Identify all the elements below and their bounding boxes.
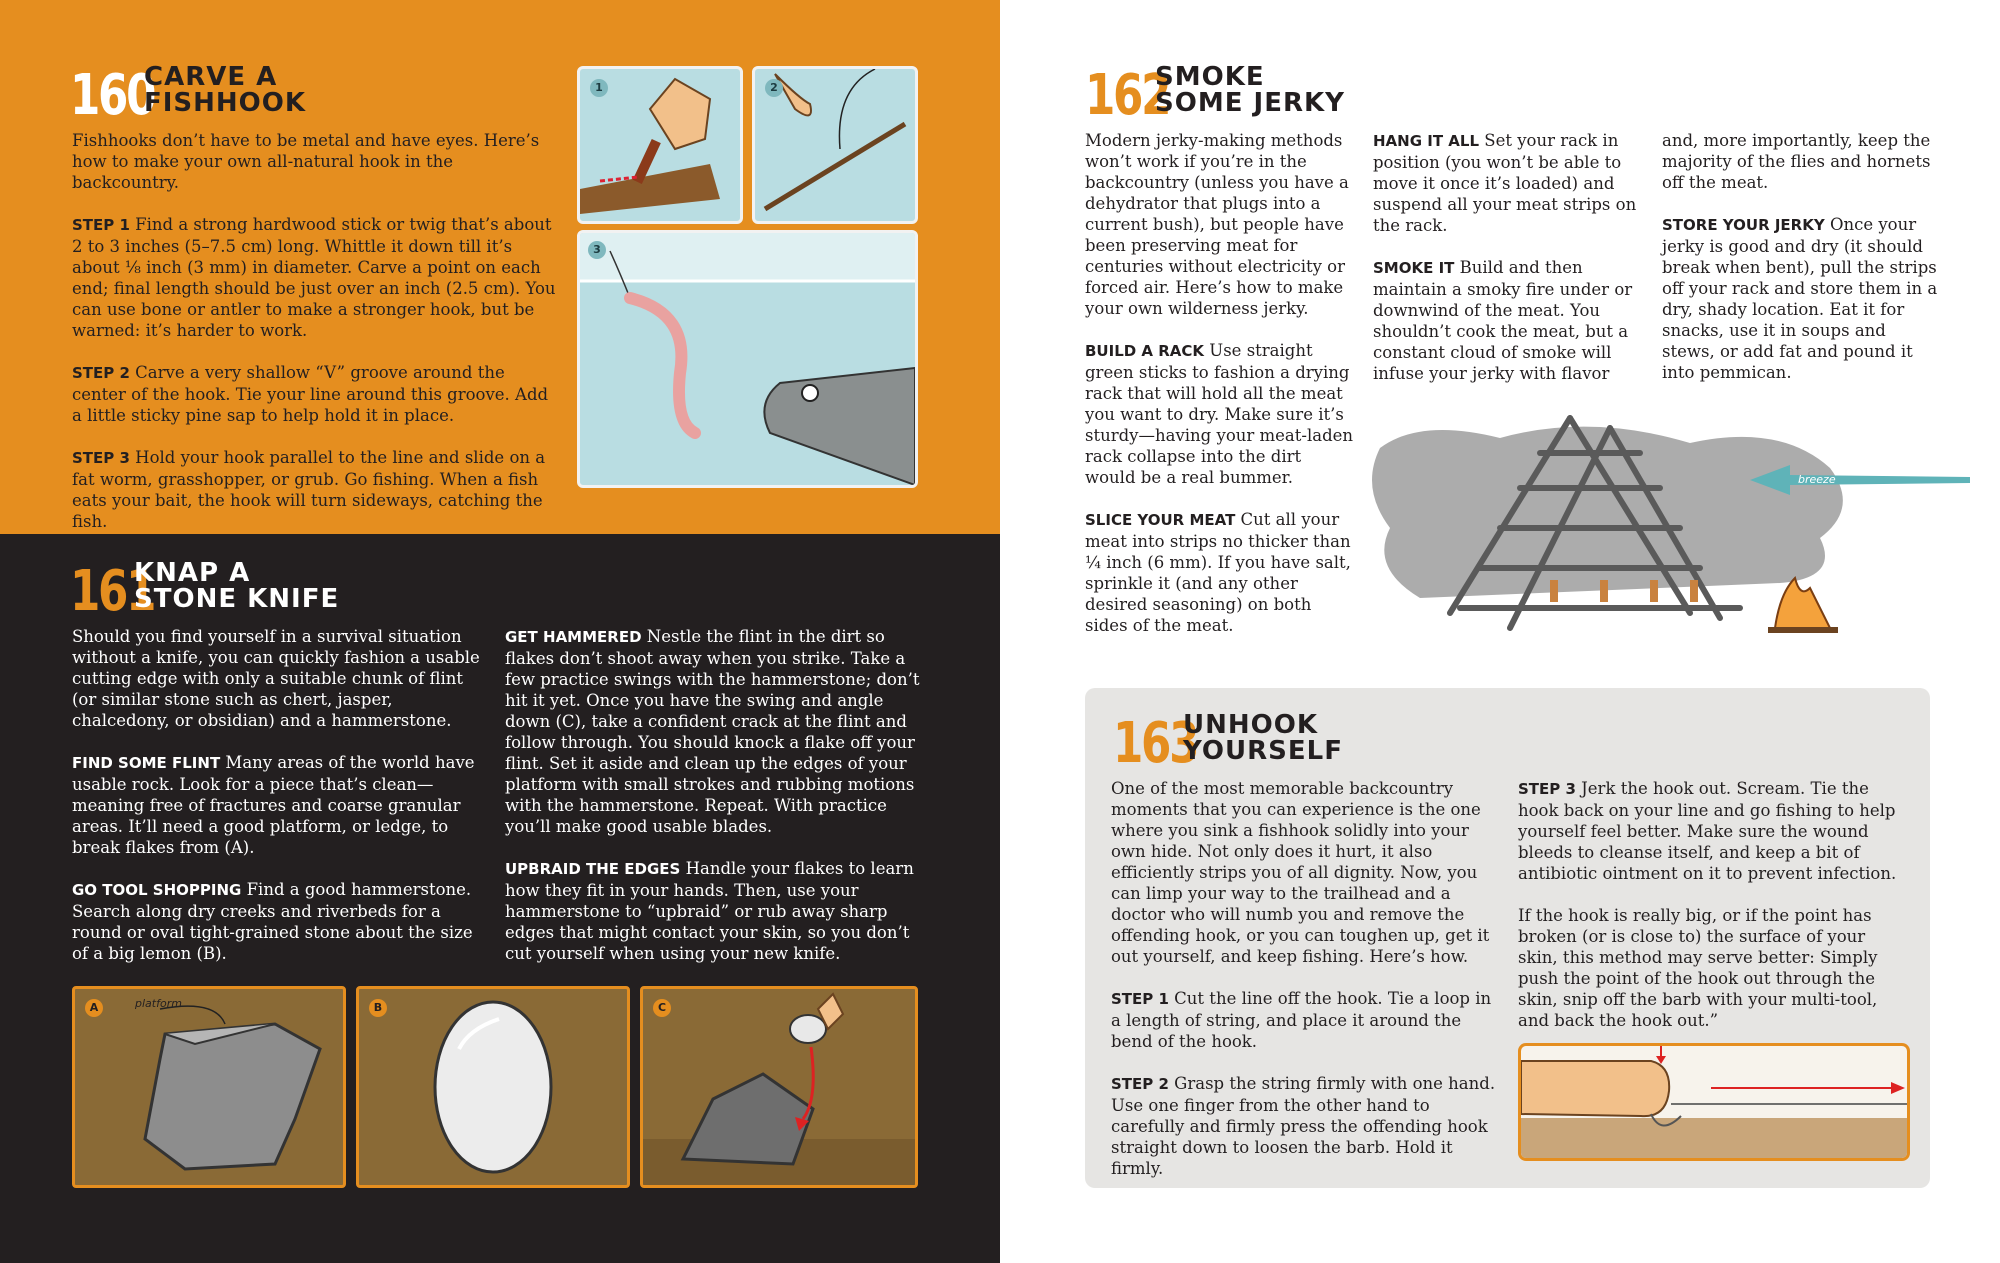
panel-badge: C [653, 999, 671, 1017]
intro-text: One of the most memorable backcountry moments that you can experience is the one where you sink a fishhook solidly into your own hide. Not only does it hurt, it also efficiently strips you of all dignity. Now, you can limp your way to the trailhead and a doctor who will numb you and remove the offending hook, or you can toughen up, get it out yourself, and keep fishing. Here’s how. [1111, 779, 1490, 966]
illustration-unhook [1518, 1043, 1910, 1161]
section-title [1183, 712, 1343, 764]
column-1 [1085, 130, 1355, 657]
column-right [505, 626, 925, 985]
illustration-fish-bait [577, 230, 918, 488]
illustration-strike [640, 986, 918, 1188]
column-left [72, 626, 492, 985]
panel-badge: 1 [590, 79, 608, 97]
extra-text: If the hook is really big, or if the point has broken (or is close to) the surface of your skin, this method may serve better: Simply push the point of the hook out through the skin, snip off the barb with your multi-tool, and back the hook out.” [1518, 906, 1878, 1030]
title-line-2: FISHHOOK [144, 88, 307, 118]
section-number: 160 [70, 63, 155, 128]
strike-flint-icon [643, 989, 915, 1185]
section-number: 163 [1113, 711, 1198, 776]
title-line-2: YOURSELF [1183, 736, 1343, 766]
step-3: STEP 3 Hold your hook parallel to the line and slide on a fat worm, grasshopper, or grub. Go fishing. When a fish eats your bait, the hook will turn sideways, catching the fish. [72, 448, 546, 531]
title-line-2: SOME JERKY [1155, 88, 1345, 118]
slice-meat: SLICE YOUR MEAT Cut all your meat into strips no thicker than ¼ inch (6 mm). If you have salt, sprinkle it (and any other desired seasoning) on both sides of the meat. [1085, 510, 1351, 635]
upbraid-edges: UPBRAID THE EDGES Handle your flakes to learn how they fit in your hands. Then, use your hammerstone to “upbraid” or rub away sharp edges that might contact your skin, so you don’t cut yourself when using your new knife. [505, 859, 914, 963]
section-163 [1085, 688, 1930, 1188]
panel-badge: B [369, 999, 387, 1017]
step-1: STEP 1 Cut the line off the hook. Tie a loop in a length of string, and place it around the bend of the hook. [1111, 989, 1492, 1051]
title-line-1: SMOKE [1155, 62, 1265, 92]
intro-text: Modern jerky-making methods won’t work if you’re in the backcountry (unless you have a dehydrator that plugs into a current bush), but people have been preserving meat for centuries without electricity or forced air. Here’s how to make your own wilderness jerky. [1085, 131, 1349, 318]
title-line-1: CARVE A [144, 62, 278, 92]
illustration-tying [752, 66, 918, 224]
column-right [1518, 778, 1908, 1052]
panel-badge: 3 [588, 241, 606, 259]
illustration-flint [72, 986, 346, 1188]
section-title [144, 64, 306, 116]
find-flint: FIND SOME FLINT Many areas of the world have usable rock. Look for a piece that’s clean—meaning free of fractures and coarse granular areas. It’ll need a good platform, or ledge, to break flakes from (A). [72, 753, 475, 857]
section-160 [0, 0, 1000, 534]
intro-text: Should you find yourself in a survival situation without a knife, you can quickly fashion a usable cutting edge with only a suitable chunk of flint (or similar stone such as chert, jasper, chalcedony, or obsidian) and a hammerstone. [72, 627, 480, 730]
section-number: 162 [1085, 63, 1170, 128]
step-1: STEP 1 Find a strong hardwood stick or twig that’s about 2 to 3 inches (5–7.5 cm) long. Whittle it down till it’s about ⅛ inch (3 mm) in diameter. Carve a point on each end; final length should be just over an inch (2.5 cm). You can use bone or antler to make a stronger hook, but be warned: it’s harder to work. [72, 215, 556, 340]
section-title [134, 560, 339, 612]
jerky-rack-illustration [1360, 408, 2000, 638]
build-rack: BUILD A RACK Use straight green sticks to fashion a drying rack that will hold all the meat you want to dry. Make sure it’s sturdy—having your meat-laden rack collapse into the dirt would be a real bummer. [1085, 341, 1354, 487]
col3-continuation: and, more importantly, keep the majority of the flies and hornets off the meat. [1662, 131, 1931, 192]
illustration-carving [577, 66, 743, 224]
get-hammered: GET HAMMERED Nestle the flint in the dirt so flakes don’t shoot away when you strike. Take a few practice swings with the hammerstone; don’t hit it yet. Once you have the swing and angle down (C), take a confident crack at the flint and follow through. You should knock a flake off your flint. Set it aside and clean up the edges of your platform with small strokes and rubbing motions with the hammerstone. Repeat. With practice you’ll make good usable blades. [505, 627, 920, 836]
hang-it-all: HANG IT ALL Set your rack in position (you won’t be able to move it once it’s loaded) and suspend all your meat strips on the rack. [1373, 131, 1637, 235]
flint-stone-icon [75, 989, 343, 1185]
section-162 [1000, 0, 2000, 680]
column-3 [1662, 130, 1942, 404]
section-number: 161 [70, 559, 155, 624]
section-title [1155, 64, 1345, 116]
tool-shopping: GO TOOL SHOPPING Find a good hammerstone. Search along dry creeks and riverbeds for a round or oval tight-grained stone about the size of a big lemon (B). [72, 880, 473, 963]
intro-text: Fishhooks don’t have to be metal and have eyes. Here’s how to make your own all-natural hook in the backcountry. [72, 131, 540, 192]
step-3: STEP 3 Jerk the hook out. Scream. Tie the hook back on your line and go fishing to help yourself feel better. Make sure the wound bleeds to cleanse itself, and keep a bit of antibiotic ointment on it to prevent infection. [1518, 779, 1897, 883]
illustration-hammerstone [356, 986, 630, 1188]
panel-badge: A [85, 999, 103, 1017]
finger-hook-icon [1521, 1046, 1907, 1158]
section-161 [0, 534, 1000, 1263]
platform-label: platform [135, 997, 182, 1010]
title-line-2: STONE KNIFE [134, 584, 340, 614]
arrow-left-icon [1750, 465, 1970, 495]
breeze-arrow [1750, 465, 1970, 495]
step-2: STEP 2 Carve a very shallow “V” groove around the center of the hook. Tie your line around this groove. Add a little sticky pine sap to help hold it in place. [72, 363, 549, 425]
column-2 [1373, 130, 1643, 405]
store-jerky: STORE YOUR JERKY Once your jerky is good and dry (it should break when bent), pull the strips off your rack and store them in a dry, shady location. Eat it for snacks, use it in soups and stews, or add fat and pound it into pemmican. [1662, 215, 1938, 382]
smoke-it: SMOKE IT Build and then maintain a smoky fire under or downwind of the meat. You shouldn’t cook the meat, but a constant cloud of smoke will infuse your jerky with flavor [1373, 258, 1633, 383]
section-body [72, 130, 562, 553]
step-2: STEP 2 Grasp the string firmly with one hand. Use one finger from the other hand to carefully and firmly press the offending hook straight down to loosen the barb. Hold it firmly. [1111, 1074, 1496, 1178]
breeze-label: breeze [1798, 473, 1836, 486]
fish-and-worm-icon [580, 233, 915, 485]
hammerstone-icon [359, 989, 627, 1185]
title-line-1: UNHOOK [1183, 710, 1318, 740]
column-left [1111, 778, 1501, 1200]
title-line-1: KNAP A [134, 558, 251, 588]
panel-badge: 2 [765, 79, 783, 97]
